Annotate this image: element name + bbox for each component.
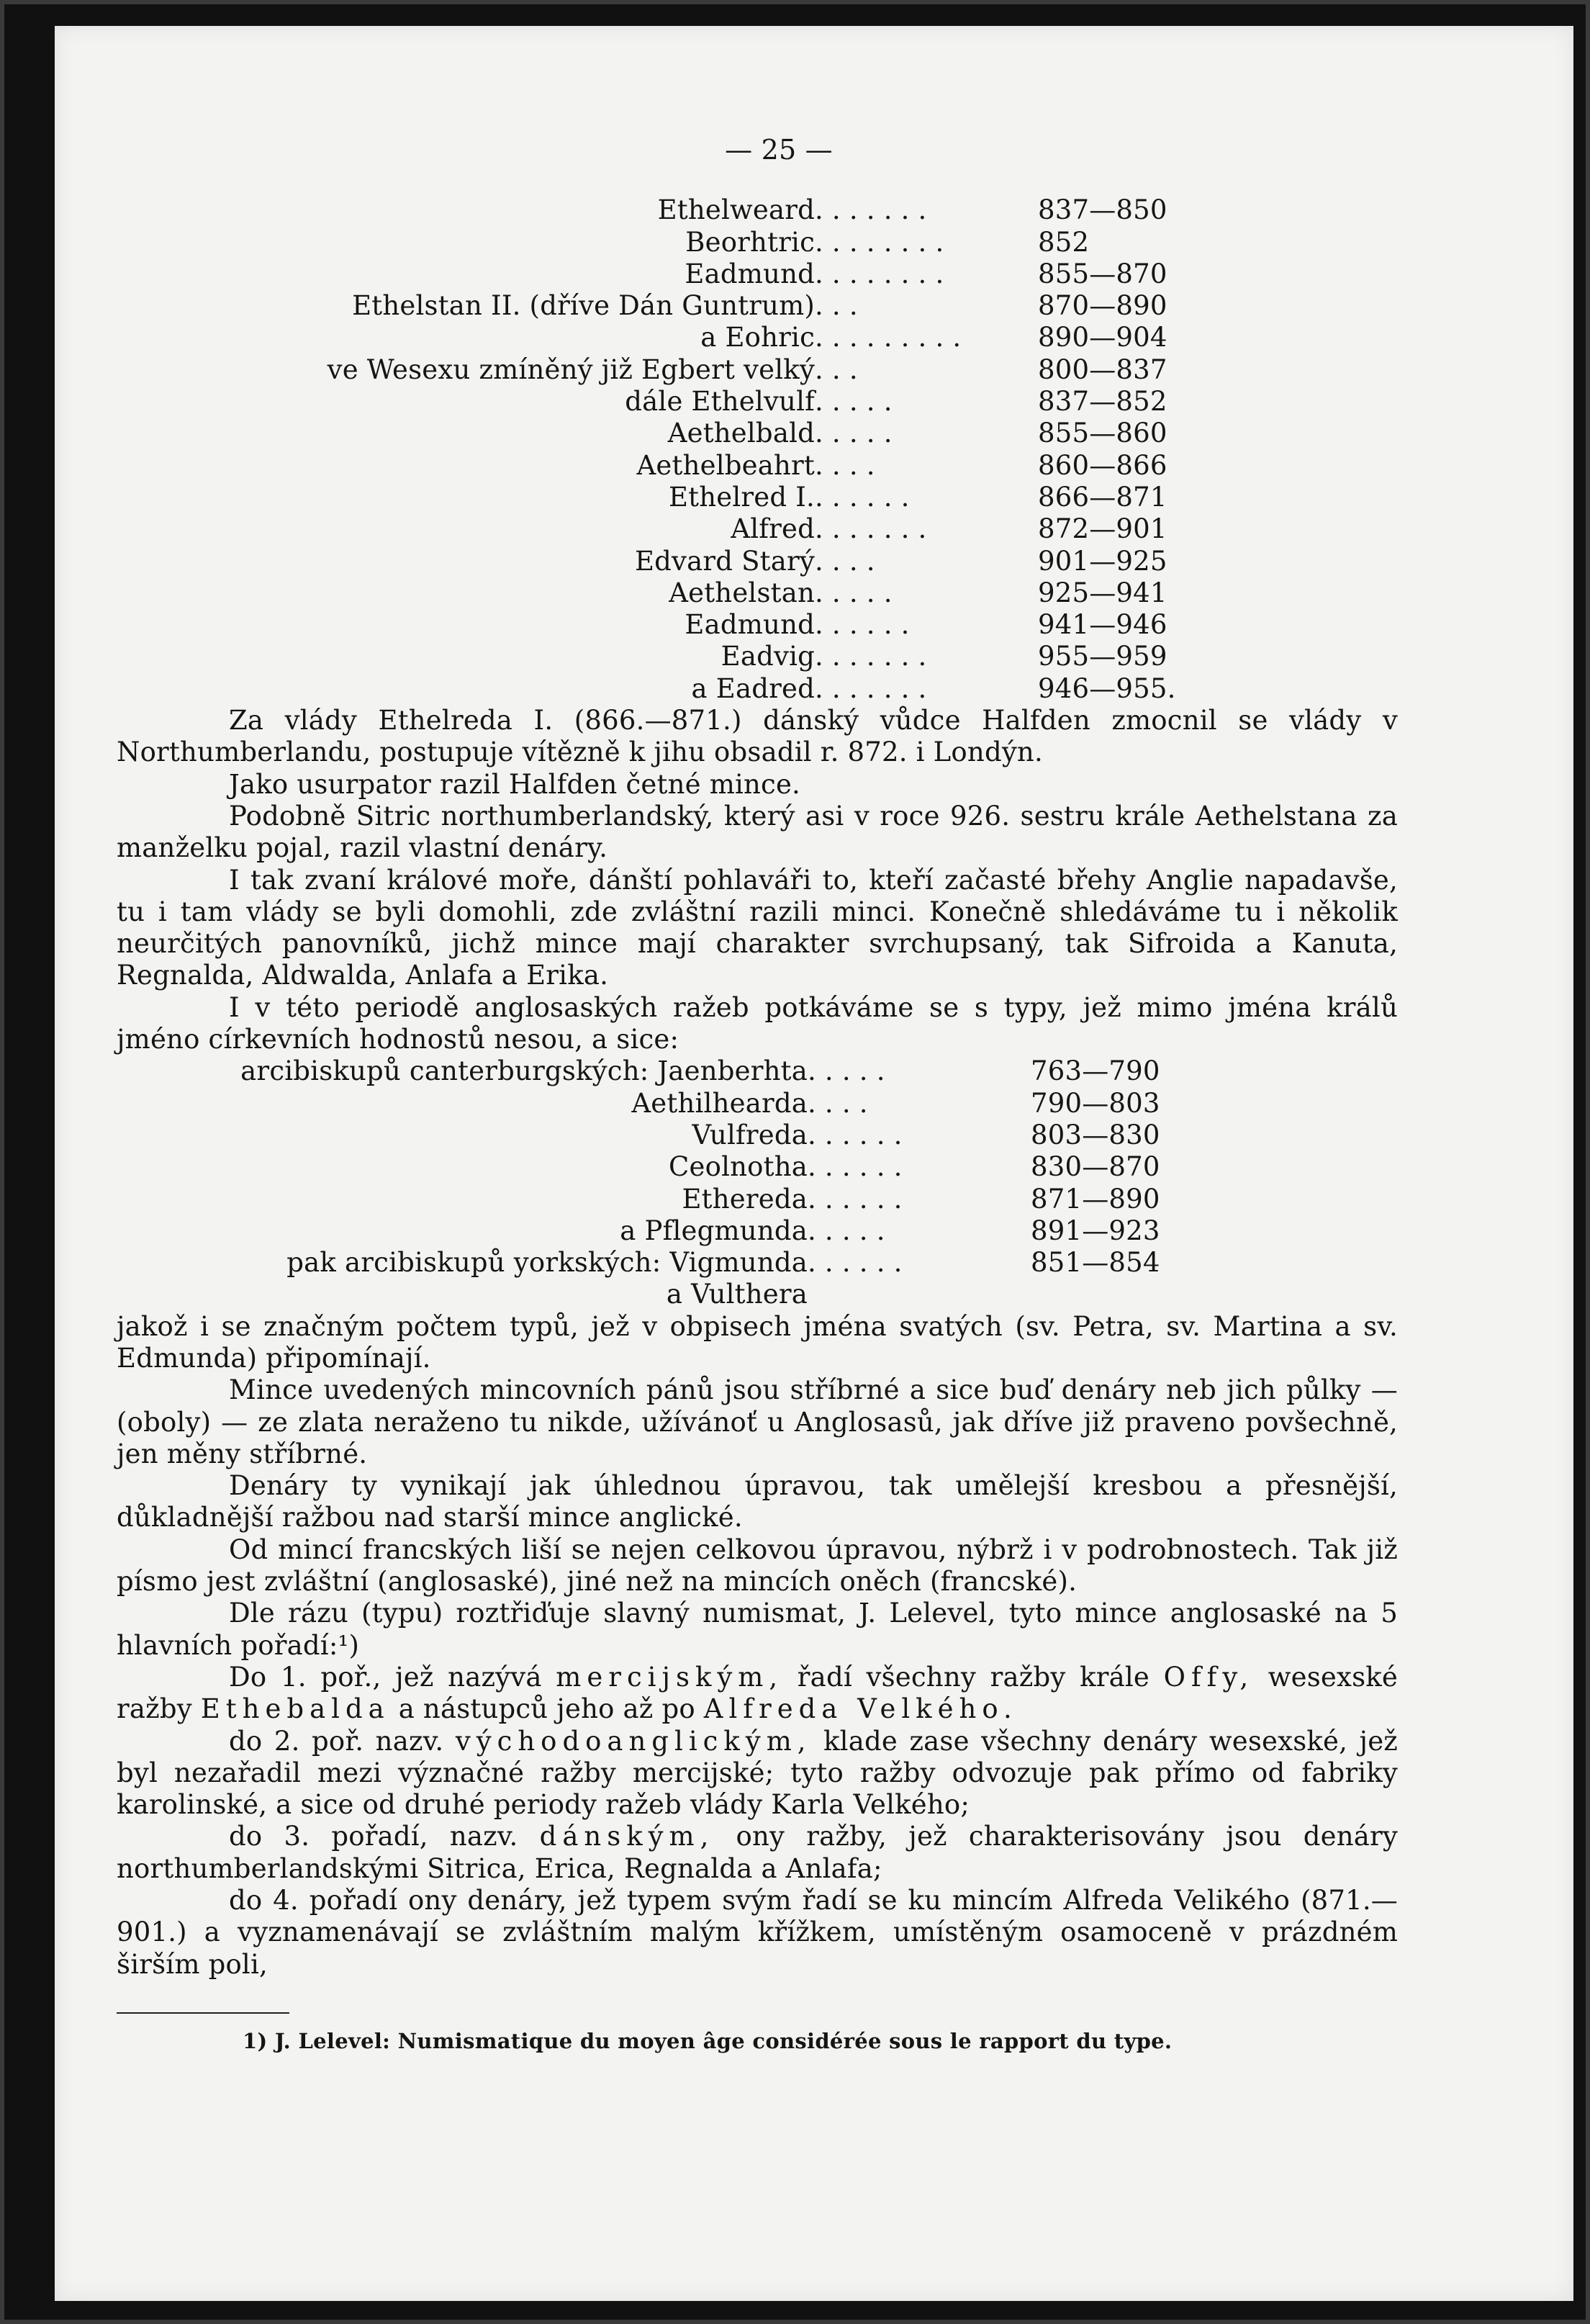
spaced-term: Alfreda Velkého.: [703, 1693, 1018, 1725]
list-item: [117, 354, 1398, 386]
reign-dates: 941—946: [1038, 609, 1167, 641]
list-item: [117, 1247, 1398, 1279]
paragraph: jakož i se značným počtem typů, jež v obpisech jména svatých (sv. Petra, sv. Martina a sv. Edmunda) připomínají.: [117, 1310, 1398, 1374]
reign-dates: 855—860: [1038, 418, 1167, 449]
reign-dates: 946—955.: [1038, 672, 1176, 704]
leader-dots: . . . . . .: [808, 1151, 903, 1183]
list-item: [117, 290, 1398, 322]
archbishop-name: Ceolnotha: [669, 1151, 808, 1183]
reign-dates: 872—901: [1038, 513, 1167, 545]
ruler-name: Edvard Starý: [634, 545, 815, 577]
page-content: [117, 134, 1398, 2057]
text-run: a nástupců jeho až po: [398, 1693, 695, 1725]
spaced-term: dánským,: [539, 1821, 715, 1852]
paragraph: do 4. pořadí ony denáry, jež typem svým řadí se ku mincím Alfreda Velikého (871.—901.) a vyznamenávají se zvláštním malým křížkem, umístěným osamoceně v prázdném širším poli,: [117, 1885, 1398, 1980]
list-item: [117, 418, 1398, 449]
list-item: [117, 546, 1398, 577]
leader-dots: . . . . . .: [808, 1119, 903, 1150]
text-run: do 2. poř. nazv.: [229, 1725, 444, 1757]
leader-dots: . . . .: [815, 449, 875, 481]
list-item: [117, 227, 1398, 258]
text-run: do 3. pořadí, nazv.: [229, 1821, 518, 1852]
leader-dots: . . . . . . . . .: [815, 322, 962, 353]
paragraph: [117, 1726, 1398, 1821]
list-item: [117, 673, 1398, 705]
text-run: Do 1. poř., jež nazývá: [229, 1661, 542, 1693]
leader-dots: . . . . . .: [815, 609, 910, 641]
office-dates: 790—803: [1031, 1087, 1160, 1119]
ruler-name: Aethelbald: [667, 418, 815, 449]
list-item: [117, 609, 1398, 641]
list-item: [117, 1151, 1398, 1183]
archbishop-name: Aethilhearda: [631, 1087, 808, 1119]
leader-dots: . . . . . . . .: [815, 258, 944, 289]
reign-dates: 925—941: [1038, 577, 1167, 608]
list-item: [117, 258, 1398, 290]
leader-dots: . . .: [815, 290, 858, 322]
list-item: [117, 450, 1398, 482]
paragraph: Podobně Sitric northumberlandský, který asi v roce 926. sestru krále Aethelstana za manželku pojal, razil vlastní denáry.: [117, 800, 1398, 864]
office-dates: 851—854: [1031, 1247, 1160, 1279]
reign-dates: 837—852: [1038, 386, 1167, 418]
ruler-name: Eadmund: [685, 609, 815, 641]
office-dates: [1024, 1279, 1218, 1310]
text-run: řadí všechny ražby krále: [797, 1661, 1149, 1693]
ruler-name: Aethelstan: [669, 577, 815, 608]
leader-dots: . . . . . . . .: [815, 226, 944, 258]
paragraph: Od mincí francských liší se nejen celkovou úpravou, nýbrž i v podrobnostech. Tak již písmo jest zvláštní (anglosaské), jiné než na mincích oněch (francské).: [117, 1533, 1398, 1598]
paragraph: Jako usurpator razil Halfden četné mince.: [229, 768, 801, 800]
ruler-name: Ethelstan II. (dříve Dán Guntrum): [352, 290, 815, 322]
leader-dots: . . . . . .: [808, 1247, 903, 1279]
footnote: 1) J. Lelevel: Numismatique du moyen âge considérée sous le rapport du type.: [243, 2028, 1173, 2053]
archbishop-name: Ethereda: [682, 1183, 808, 1215]
text-run: wesexské ražby: [117, 1661, 1399, 1725]
office-dates: 871—890: [1031, 1183, 1160, 1215]
paragraph: I tak zvaní králové moře, dánští pohlaváři to, kteří začasté břehy Anglie napadavše, tu i tam vlády se byli domohli, zde zvláštní razili minci. Konečně shledáváme tu i několik neurčitých panovníků, jichž mince mají charakter svrchupsaný, tak Sifroida a Kanuta, Regnalda, Aldwalda, Anlafa a Erika.: [117, 864, 1398, 991]
reign-dates: 855—870: [1038, 258, 1167, 289]
paragraph: Mince uvedených mincovních pánů jsou stříbrné a sice buď denáry neb jich půlky — (oboly) — ze zlata neraženo tu nikde, užívánoť u Anglosasů, jak dříve již praveno povšechně, jen měny stříbrné.: [117, 1374, 1398, 1469]
paragraph: [117, 1821, 1398, 1885]
list-item: [117, 1279, 1398, 1310]
list-item: [117, 1184, 1398, 1215]
reign-dates: 852: [1038, 226, 1090, 258]
archbishops-list: [117, 1055, 1398, 1310]
archbishop-name: Vulfreda: [692, 1119, 808, 1150]
footnote-divider: [117, 2012, 289, 2014]
page-sheet: [55, 26, 1573, 2301]
reign-dates: 870—890: [1038, 290, 1167, 322]
leader-dots: . . . . .: [815, 577, 893, 608]
leader-dots: . . . . . . .: [815, 194, 927, 226]
list-item: [117, 194, 1398, 226]
reign-dates: 860—866: [1038, 449, 1167, 481]
reign-dates: 955—959: [1038, 641, 1167, 672]
archbishop-name: pak arcibiskupů yorkských: Vigmunda: [286, 1247, 808, 1279]
paragraph: Dle rázu (typu) roztřiďuje slavný numismat, J. Lelevel, tyto mince anglosaské na 5 hlavních pořadí:¹): [117, 1598, 1398, 1661]
paragraph: Denáry ty vynikají jak úhlednou úpravou, tak umělejší kresbou a přesnější, důkladnější ražbou nad starší mince anglické.: [117, 1470, 1398, 1533]
ruler-name: Aethelbeahrt: [636, 449, 815, 481]
page-number: — 25 —: [725, 134, 833, 166]
ruler-name: Ethelred I.: [668, 481, 815, 513]
paragraph: Za vlády Ethelreda I. (866.—871.) dánský vůdce Halfden zmocnil se vlády v Northumberlandu, postupuje vítězně k jihu obsadil r. 872. i Londýn.: [117, 705, 1398, 768]
ruler-name: dále Ethelvulf: [625, 386, 815, 418]
ruler-name: Eadmund: [685, 258, 815, 289]
text-run: ony ražby, jež charakterisovány jsou denáry northumberlandskými Sitrica, Erica, Regnalda a Anlafa;: [117, 1821, 1398, 1884]
ruler-name: ve Wesexu zmíněný již Egbert velký: [327, 353, 815, 385]
list-item: [117, 1120, 1398, 1151]
leader-dots: . . . . . . .: [815, 641, 927, 672]
list-item: [117, 1088, 1398, 1120]
office-dates: 803—830: [1031, 1119, 1160, 1150]
ruler-name: a Eohric: [700, 322, 815, 353]
list-item: [117, 386, 1398, 418]
leader-dots: . . . . .: [815, 418, 893, 449]
list-item: [117, 513, 1398, 545]
leader-dots: [808, 1279, 1024, 1310]
list-item: [117, 1055, 1398, 1087]
office-dates: 830—870: [1031, 1151, 1160, 1183]
leader-dots: . . . . . . .: [815, 513, 927, 545]
ruler-name: a Eadred: [691, 672, 815, 704]
text-run: klade zase všechny denáry wesexské, jež byl nezařadil mezi význačné ražby mercijské; tyto ražby odvozuje pak přímo od fabriky karolinské, a sice od druhé periody ražeb vlády Karla Velkého;: [117, 1725, 1399, 1821]
ruler-name: Beorhtric: [685, 226, 815, 258]
spaced-term: mercijským,: [556, 1661, 784, 1693]
leader-dots: . . . . .: [808, 1215, 885, 1246]
reign-dates: 901—925: [1038, 545, 1167, 577]
ruler-name: Ethelweard: [657, 194, 815, 226]
rulers-list: [117, 194, 1398, 705]
leader-dots: . . . . . . .: [815, 672, 927, 704]
reign-dates: 837—850: [1038, 194, 1167, 226]
reign-dates: 866—871: [1038, 481, 1167, 513]
leader-dots: . . . . .: [815, 386, 893, 418]
ruler-name: Alfred: [731, 513, 815, 545]
spaced-term: Offy,: [1163, 1661, 1255, 1693]
list-item: [117, 577, 1398, 609]
leader-dots: . . . .: [808, 1087, 868, 1119]
paragraph: I v této periodě anglosaských ražeb potkáváme se s typy, jež mimo jména králů jméno církevních hodnostů nesou, a sice:: [117, 991, 1398, 1055]
spaced-term: Ethebalda: [200, 1693, 390, 1725]
leader-dots: . . .: [815, 353, 858, 385]
archbishop-name: a Pflegmunda: [620, 1215, 808, 1246]
leader-dots: . . . . . .: [815, 481, 910, 513]
list-item: [117, 322, 1398, 353]
archbishop-name: a Vulthera: [666, 1279, 808, 1310]
list-item: [117, 641, 1398, 672]
leader-dots: . . . . .: [808, 1055, 885, 1087]
leader-dots: . . . . . .: [808, 1183, 903, 1215]
office-dates: 763—790: [1031, 1055, 1160, 1087]
reign-dates: 800—837: [1038, 353, 1167, 385]
reign-dates: 890—904: [1038, 322, 1167, 353]
office-dates: 891—923: [1031, 1215, 1160, 1246]
list-item: [117, 482, 1398, 513]
leader-dots: . . . .: [815, 545, 875, 577]
archbishop-name: arcibiskupů canterburgských: Jaenberhta: [240, 1055, 808, 1087]
spaced-term: východoanglickým,: [455, 1725, 812, 1757]
list-item: [117, 1215, 1398, 1247]
ruler-name: Eadvig: [721, 641, 815, 672]
paragraph: [117, 1662, 1398, 1726]
